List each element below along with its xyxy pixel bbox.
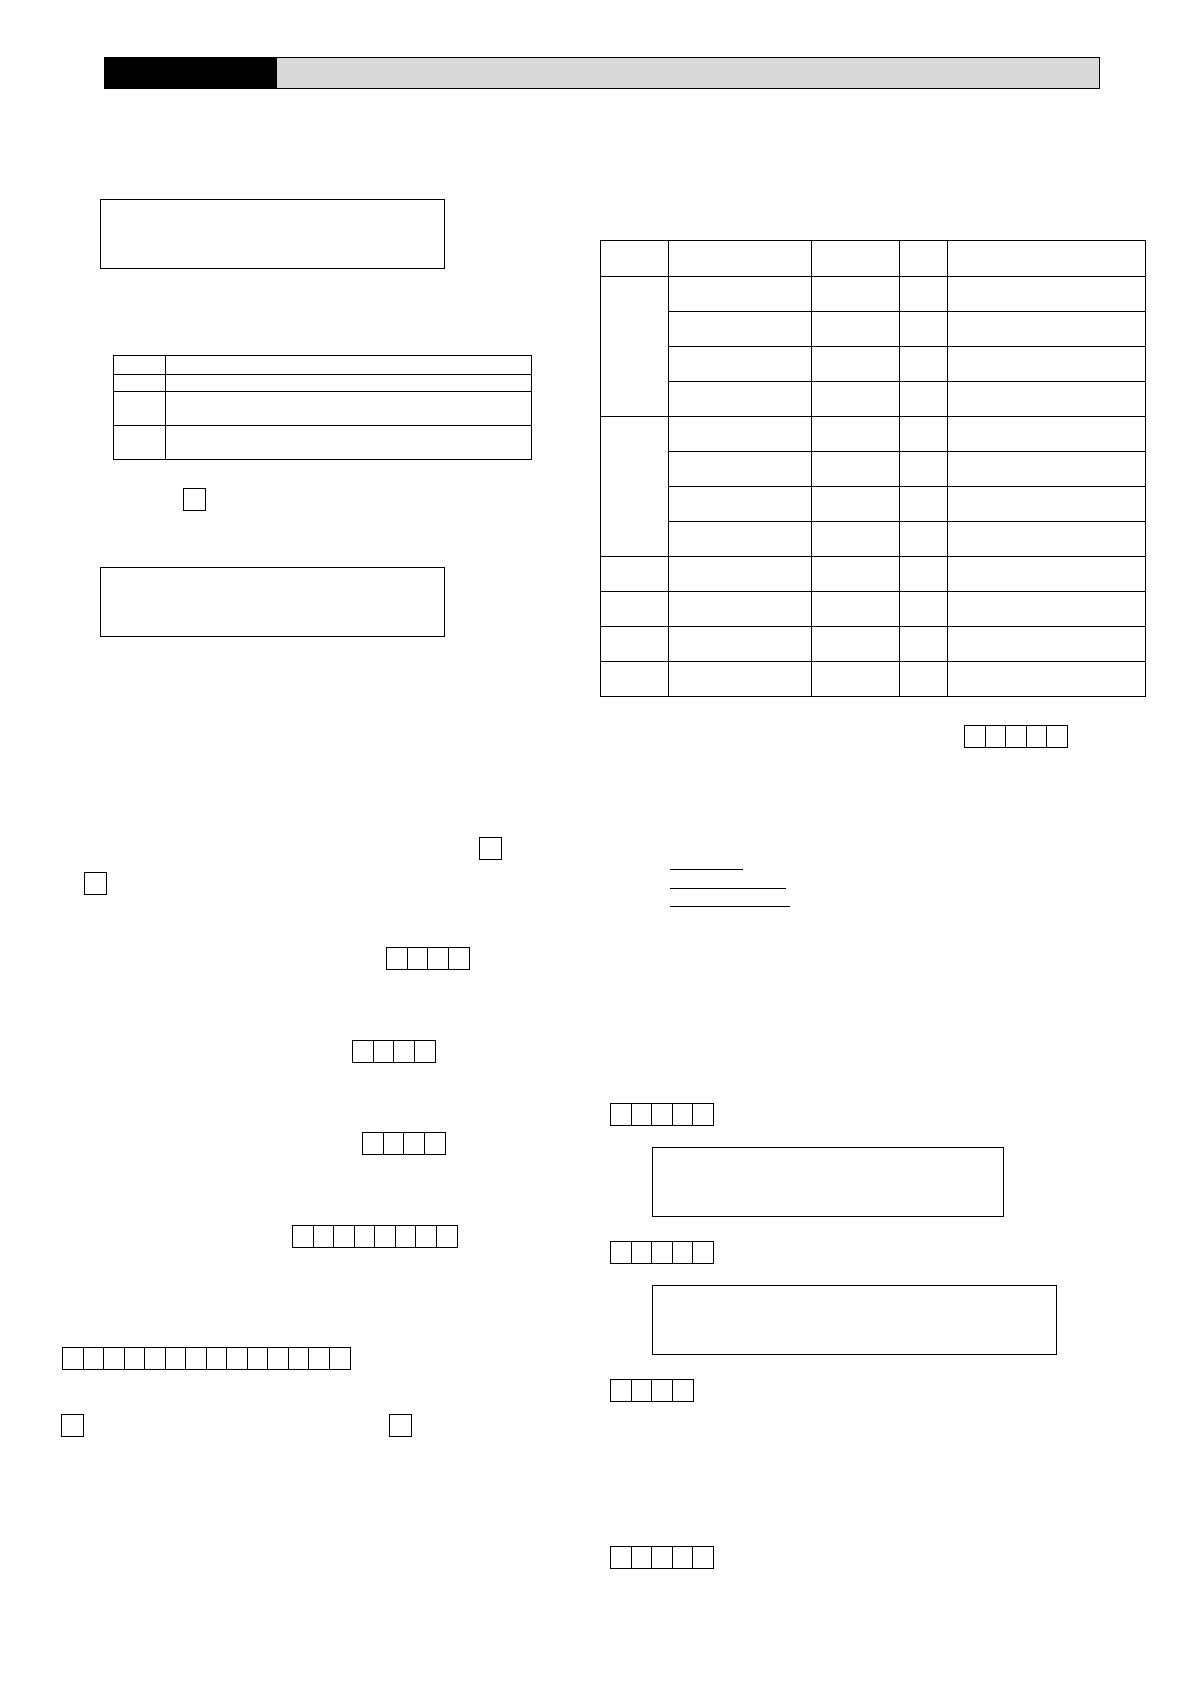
answer-box-row[interactable] — [964, 725, 1067, 748]
answer-box[interactable] — [362, 1132, 384, 1155]
table-cell — [948, 662, 1146, 697]
answer-box[interactable] — [672, 1546, 694, 1569]
answer-box-row[interactable] — [610, 1241, 713, 1264]
table-cell — [669, 347, 812, 382]
answer-box[interactable] — [672, 1103, 694, 1126]
table-cell — [812, 662, 900, 697]
legend-key — [114, 426, 166, 460]
answer-box-row[interactable] — [610, 1546, 713, 1569]
table-cell — [900, 277, 948, 312]
answer-box[interactable] — [329, 1347, 351, 1370]
table-cell — [900, 452, 948, 487]
answer-box-row[interactable] — [292, 1225, 456, 1248]
table-cell — [669, 487, 812, 522]
table-cell — [900, 347, 948, 382]
table-cell — [900, 627, 948, 662]
table-cell — [812, 452, 900, 487]
answer-box[interactable] — [985, 725, 1007, 748]
answer-box[interactable] — [424, 1132, 446, 1155]
table-cell — [948, 592, 1146, 627]
answer-box[interactable] — [651, 1103, 673, 1126]
answer-box[interactable] — [414, 1040, 436, 1063]
legend-key — [114, 392, 166, 426]
answer-box[interactable] — [672, 1379, 694, 1402]
answer-box[interactable] — [144, 1347, 166, 1370]
blank-line[interactable] — [670, 869, 743, 870]
table-cell — [812, 241, 900, 277]
answer-box[interactable] — [206, 1347, 228, 1370]
table-cell — [948, 277, 1146, 312]
answer-box[interactable] — [395, 1225, 417, 1248]
answer-box[interactable] — [692, 1103, 714, 1126]
table-cell — [812, 592, 900, 627]
answer-box[interactable] — [83, 1347, 105, 1370]
answer-box-row[interactable] — [362, 1132, 444, 1155]
table-cell — [948, 557, 1146, 592]
answer-frame-1 — [652, 1147, 1004, 1217]
answer-box[interactable] — [672, 1241, 694, 1264]
table-cell — [669, 627, 812, 662]
answer-box[interactable] — [427, 947, 449, 970]
table-cell — [669, 382, 812, 417]
table-cell — [900, 417, 948, 452]
blank-line[interactable] — [670, 888, 786, 889]
answer-box[interactable] — [631, 1241, 653, 1264]
table-cell — [812, 312, 900, 347]
table-cell — [812, 417, 900, 452]
answer-box-row[interactable] — [610, 1103, 713, 1126]
answer-frame-2 — [652, 1285, 1057, 1355]
header-grey-banner — [276, 57, 1100, 89]
blank-line[interactable] — [670, 906, 790, 907]
legend-value — [166, 356, 532, 375]
table-cell — [812, 347, 900, 382]
answer-box[interactable] — [407, 947, 429, 970]
answer-box-row[interactable] — [352, 1040, 434, 1063]
table-cell — [900, 241, 948, 277]
table-cell — [948, 312, 1146, 347]
table-cell — [900, 382, 948, 417]
answer-box[interactable] — [124, 1347, 146, 1370]
table-cell — [948, 241, 1146, 277]
data-table — [600, 240, 1146, 697]
table-cell — [812, 487, 900, 522]
table-cell — [669, 522, 812, 557]
table-cell — [948, 382, 1146, 417]
answer-box[interactable] — [610, 1379, 632, 1402]
table-cell — [669, 241, 812, 277]
table-cell — [669, 417, 812, 452]
table-cell — [812, 277, 900, 312]
legend-value — [166, 375, 532, 392]
answer-box[interactable] — [165, 1347, 187, 1370]
table-cell — [601, 417, 669, 557]
table-cell — [669, 592, 812, 627]
table-cell — [948, 522, 1146, 557]
table-cell — [948, 487, 1146, 522]
answer-box[interactable] — [1026, 725, 1048, 748]
answer-box[interactable] — [267, 1347, 289, 1370]
answer-box[interactable] — [692, 1546, 714, 1569]
answer-box[interactable] — [1046, 725, 1068, 748]
answer-box[interactable] — [651, 1241, 673, 1264]
table-cell — [669, 312, 812, 347]
answer-box[interactable] — [226, 1347, 248, 1370]
answer-box[interactable] — [386, 947, 408, 970]
answer-box-row[interactable] — [610, 1379, 692, 1402]
legend-table — [113, 355, 532, 460]
checkbox[interactable] — [479, 837, 502, 860]
table-cell — [601, 241, 669, 277]
table-cell — [900, 662, 948, 697]
answer-box[interactable] — [1005, 725, 1027, 748]
table-cell — [900, 312, 948, 347]
top-frame — [100, 199, 445, 269]
header-black-block — [104, 57, 276, 89]
answer-box[interactable] — [247, 1347, 269, 1370]
checkbox[interactable] — [61, 1414, 84, 1437]
answer-box[interactable] — [610, 1546, 632, 1569]
table-cell — [601, 662, 669, 697]
legend-key — [114, 356, 166, 375]
table-cell — [948, 347, 1146, 382]
answer-box[interactable] — [288, 1347, 310, 1370]
answer-box[interactable] — [383, 1132, 405, 1155]
answer-box[interactable] — [373, 1040, 395, 1063]
table-cell — [601, 277, 669, 417]
answer-box[interactable] — [185, 1347, 207, 1370]
table-cell — [669, 452, 812, 487]
answer-box-row[interactable] — [62, 1347, 349, 1370]
table-cell — [948, 627, 1146, 662]
legend-value — [166, 426, 532, 460]
table-cell — [900, 557, 948, 592]
answer-box[interactable] — [692, 1241, 714, 1264]
answer-box[interactable] — [103, 1347, 125, 1370]
answer-box[interactable] — [610, 1103, 632, 1126]
answer-box[interactable] — [610, 1241, 632, 1264]
answer-box[interactable] — [403, 1132, 425, 1155]
table-cell — [812, 627, 900, 662]
answer-box[interactable] — [651, 1546, 673, 1569]
table-cell — [900, 487, 948, 522]
table-cell — [948, 417, 1146, 452]
answer-box[interactable] — [436, 1225, 458, 1248]
table-cell — [669, 277, 812, 312]
table-cell — [900, 522, 948, 557]
table-cell — [812, 522, 900, 557]
table-cell — [669, 662, 812, 697]
answer-box[interactable] — [415, 1225, 437, 1248]
checkbox[interactable] — [183, 488, 206, 511]
table-cell — [601, 557, 669, 592]
answer-box[interactable] — [448, 947, 470, 970]
table-cell — [948, 452, 1146, 487]
legend-key — [114, 375, 166, 392]
answer-box[interactable] — [354, 1225, 376, 1248]
table-cell — [812, 382, 900, 417]
answer-box[interactable] — [352, 1040, 374, 1063]
answer-box[interactable] — [631, 1103, 653, 1126]
table-cell — [601, 627, 669, 662]
answer-box[interactable] — [393, 1040, 415, 1063]
answer-box[interactable] — [313, 1225, 335, 1248]
answer-box[interactable] — [631, 1379, 653, 1402]
answer-box[interactable] — [292, 1225, 314, 1248]
checkbox[interactable] — [389, 1414, 412, 1437]
answer-box[interactable] — [964, 725, 986, 748]
table-cell — [601, 592, 669, 627]
answer-box[interactable] — [631, 1546, 653, 1569]
checkbox[interactable] — [84, 872, 107, 895]
answer-box[interactable] — [62, 1347, 84, 1370]
answer-box[interactable] — [374, 1225, 396, 1248]
table-cell — [812, 557, 900, 592]
answer-box[interactable] — [333, 1225, 355, 1248]
answer-box-row[interactable] — [386, 947, 468, 970]
bottom-frame — [100, 567, 445, 637]
answer-box[interactable] — [308, 1347, 330, 1370]
answer-box[interactable] — [651, 1379, 673, 1402]
legend-value — [166, 392, 532, 426]
table-cell — [900, 592, 948, 627]
table-cell — [669, 557, 812, 592]
